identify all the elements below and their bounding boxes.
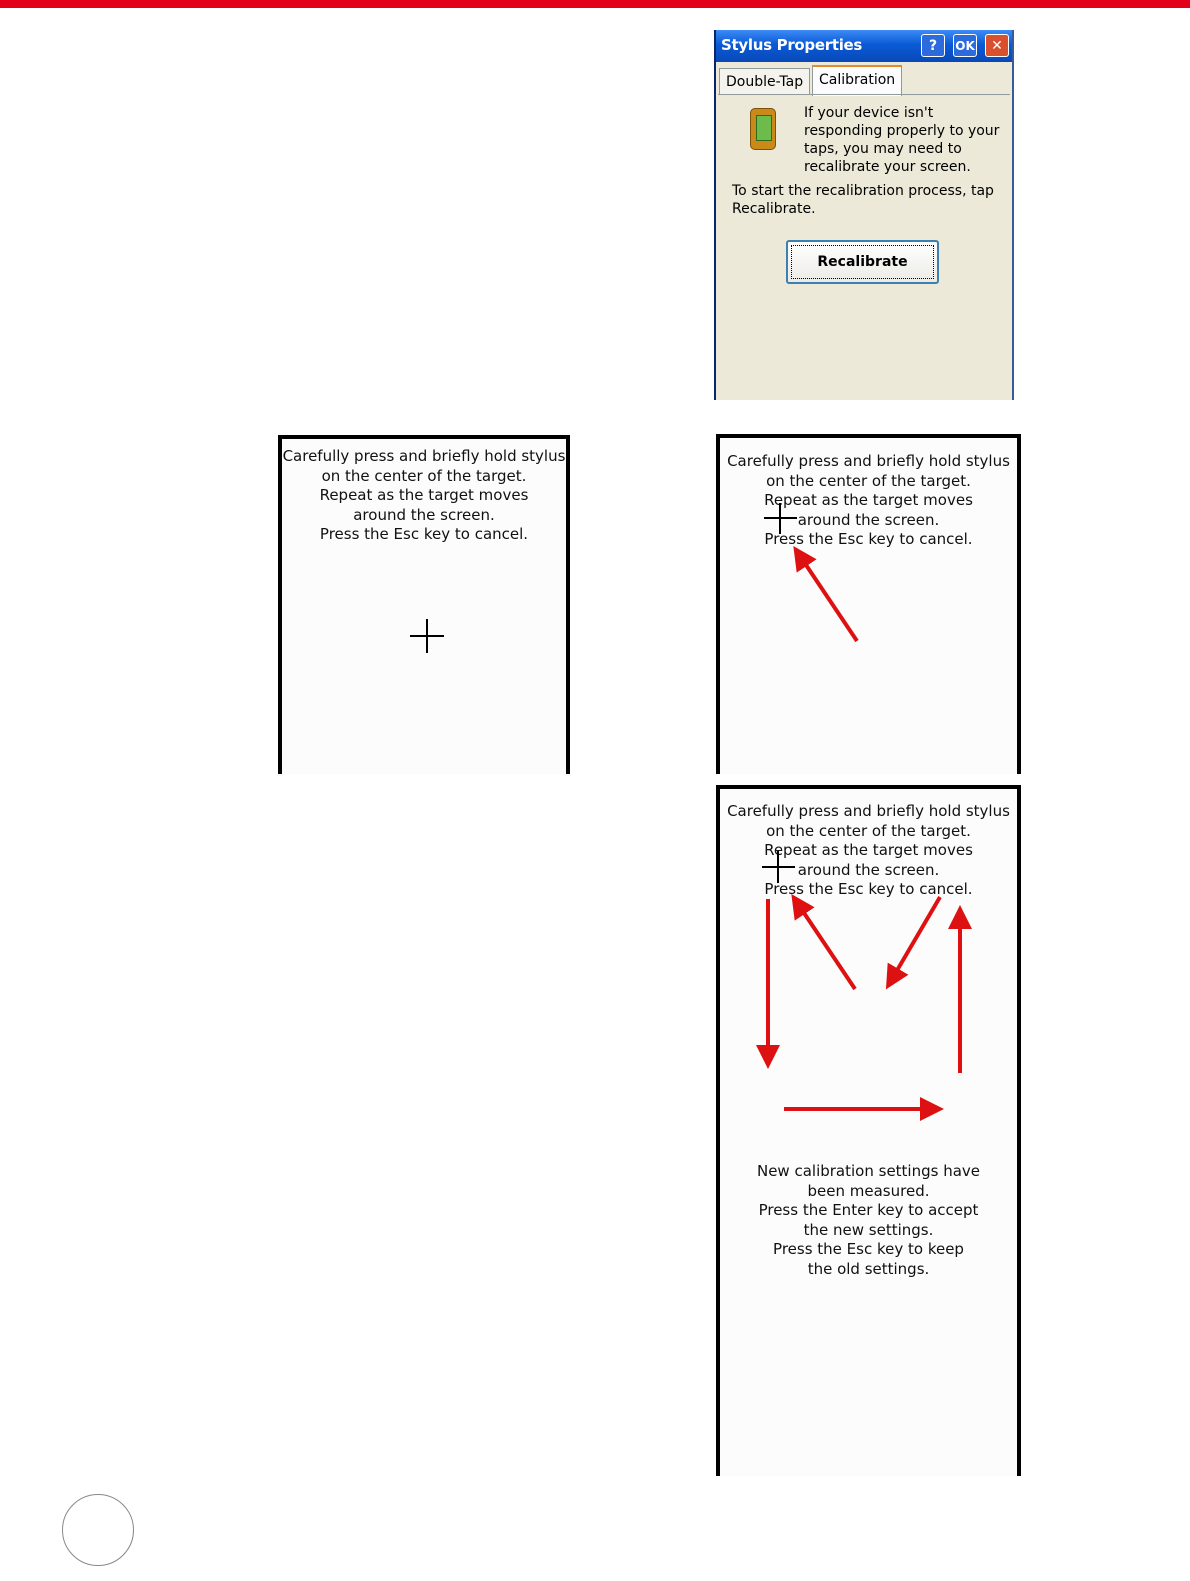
page-number-circle — [62, 1494, 134, 1566]
move-arrow-icon — [720, 438, 1025, 778]
info-text: If your device isn't responding properly to your taps, you may need to recalibrate your screen. — [804, 105, 1000, 175]
calibration-screen-top-left — [716, 434, 1021, 774]
calibration-complete-screen — [716, 1141, 1021, 1476]
tab-double-tap[interactable]: Double-Tap — [719, 68, 810, 94]
close-button[interactable]: ✕ — [985, 34, 1009, 57]
instruction-text: To start the recalibration process, tap Recalibrate. — [732, 183, 994, 217]
device-icon — [750, 108, 776, 150]
title-bar — [716, 30, 1012, 62]
calibration-screen-center — [278, 435, 570, 774]
completion-message: New calibration settings have been measured. Press the Enter key to accept the new settings. Press the Esc key to keep the old settings. — [756, 1162, 981, 1278]
dialog-title: Stylus Properties — [721, 36, 863, 54]
ok-button[interactable]: OK — [953, 34, 977, 57]
stylus-properties-dialog — [714, 30, 1014, 400]
calibration-message: Carefully press and briefly hold stylus on the center of the target. Repeat as the target moves around the screen. Press the Esc key to cancel. — [727, 802, 1010, 898]
move-arrows-icon — [720, 789, 1025, 1149]
help-button[interactable]: ? — [921, 34, 945, 57]
calibration-message: Carefully press and briefly hold stylus on the center of the target. Repeat as the target moves around the screen. Press the Esc key to cancel. — [282, 447, 566, 543]
calibration-screen-path — [716, 785, 1021, 1145]
calibration-message: Carefully press and briefly hold stylus on the center of the target. Repeat as the target moves around the screen. Press the Esc key to cancel. — [727, 452, 1010, 548]
tab-calibration[interactable]: Calibration — [812, 65, 902, 96]
top-red-bar — [0, 0, 1190, 8]
recalibrate-label: Recalibrate — [817, 254, 908, 270]
target-crosshair-icon — [282, 439, 574, 778]
tab-strip — [716, 62, 1012, 96]
recalibrate-button[interactable] — [786, 240, 939, 284]
